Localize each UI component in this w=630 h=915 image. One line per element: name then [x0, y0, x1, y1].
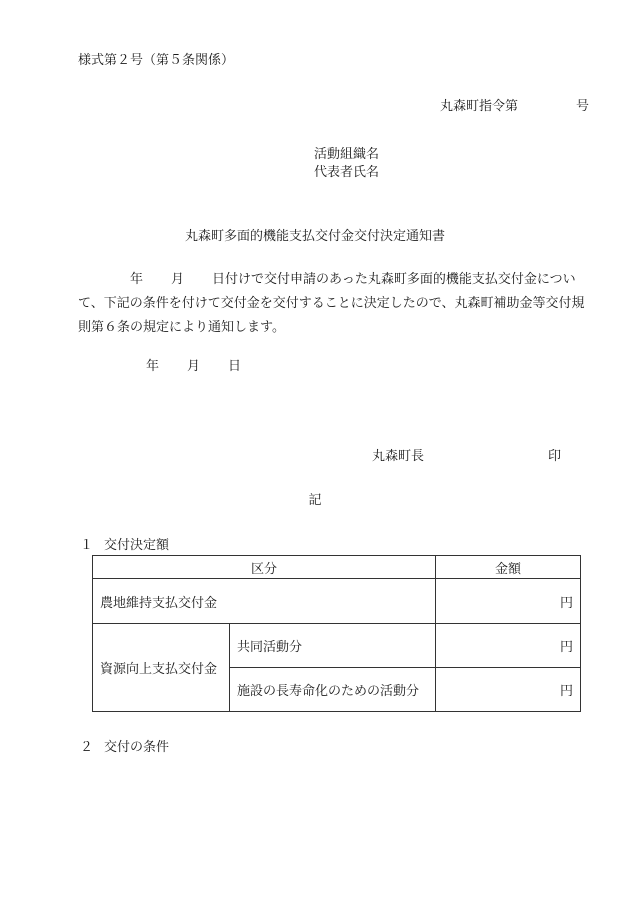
- section-2-label: 交付の条件: [104, 740, 170, 755]
- row-resource-improvement-label: 資源向上支払交付金: [93, 624, 230, 712]
- grant-amount-table: [92, 555, 581, 712]
- mayor-title: 丸森町長: [372, 449, 425, 464]
- row-longevity-activity-label: 施設の長寿命化のための活動分: [230, 668, 436, 712]
- date-line: [146, 358, 241, 376]
- date-year: 年: [146, 359, 160, 374]
- document-number-suffix: 号: [576, 99, 590, 114]
- section-1-number: １: [80, 538, 94, 553]
- organization-name-label: 活動組織名: [314, 147, 380, 162]
- document-number-prefix: 丸森町指令第: [440, 99, 519, 114]
- row-farmland-maintenance-label: 農地維持支払交付金: [93, 579, 436, 624]
- document-number: [440, 98, 589, 116]
- section-2-heading: [80, 739, 169, 757]
- section-1-label: 交付決定額: [104, 538, 170, 553]
- table-header-row: [93, 556, 581, 579]
- row-farmland-maintenance-amount: 円: [436, 579, 581, 624]
- row-longevity-activity-amount: 円: [436, 668, 581, 712]
- section-1-heading: [80, 537, 169, 555]
- section-2-number: ２: [80, 740, 94, 755]
- notice-body: [78, 268, 594, 340]
- body-text: 日付けで交付申請のあった丸森町多面的機能支払交付金について、下記の条件を付けて交付金を交付することに決定したので、丸森町補助金等交付規則第６条の規定により通知します。: [78, 272, 585, 335]
- date-month: 月: [187, 359, 201, 374]
- row-joint-activity-amount: 円: [436, 624, 581, 668]
- document-title: 丸森町多面的機能支払交付金交付決定通知書: [184, 229, 445, 244]
- header-amount: 金額: [436, 556, 581, 579]
- header-category: 区分: [93, 556, 436, 579]
- body-month: 月: [171, 272, 185, 287]
- seal-mark: 印: [548, 449, 562, 464]
- representative-name-label: 代表者氏名: [314, 165, 380, 180]
- table-row: [93, 579, 581, 624]
- recipient-block: [314, 146, 379, 182]
- ki-heading: 記: [308, 493, 322, 508]
- table-row: [93, 624, 581, 668]
- body-year: 年: [130, 272, 144, 287]
- form-number: 様式第２号（第５条関係）: [78, 53, 235, 68]
- date-day: 日: [228, 359, 242, 374]
- row-joint-activity-label: 共同活動分: [230, 624, 436, 668]
